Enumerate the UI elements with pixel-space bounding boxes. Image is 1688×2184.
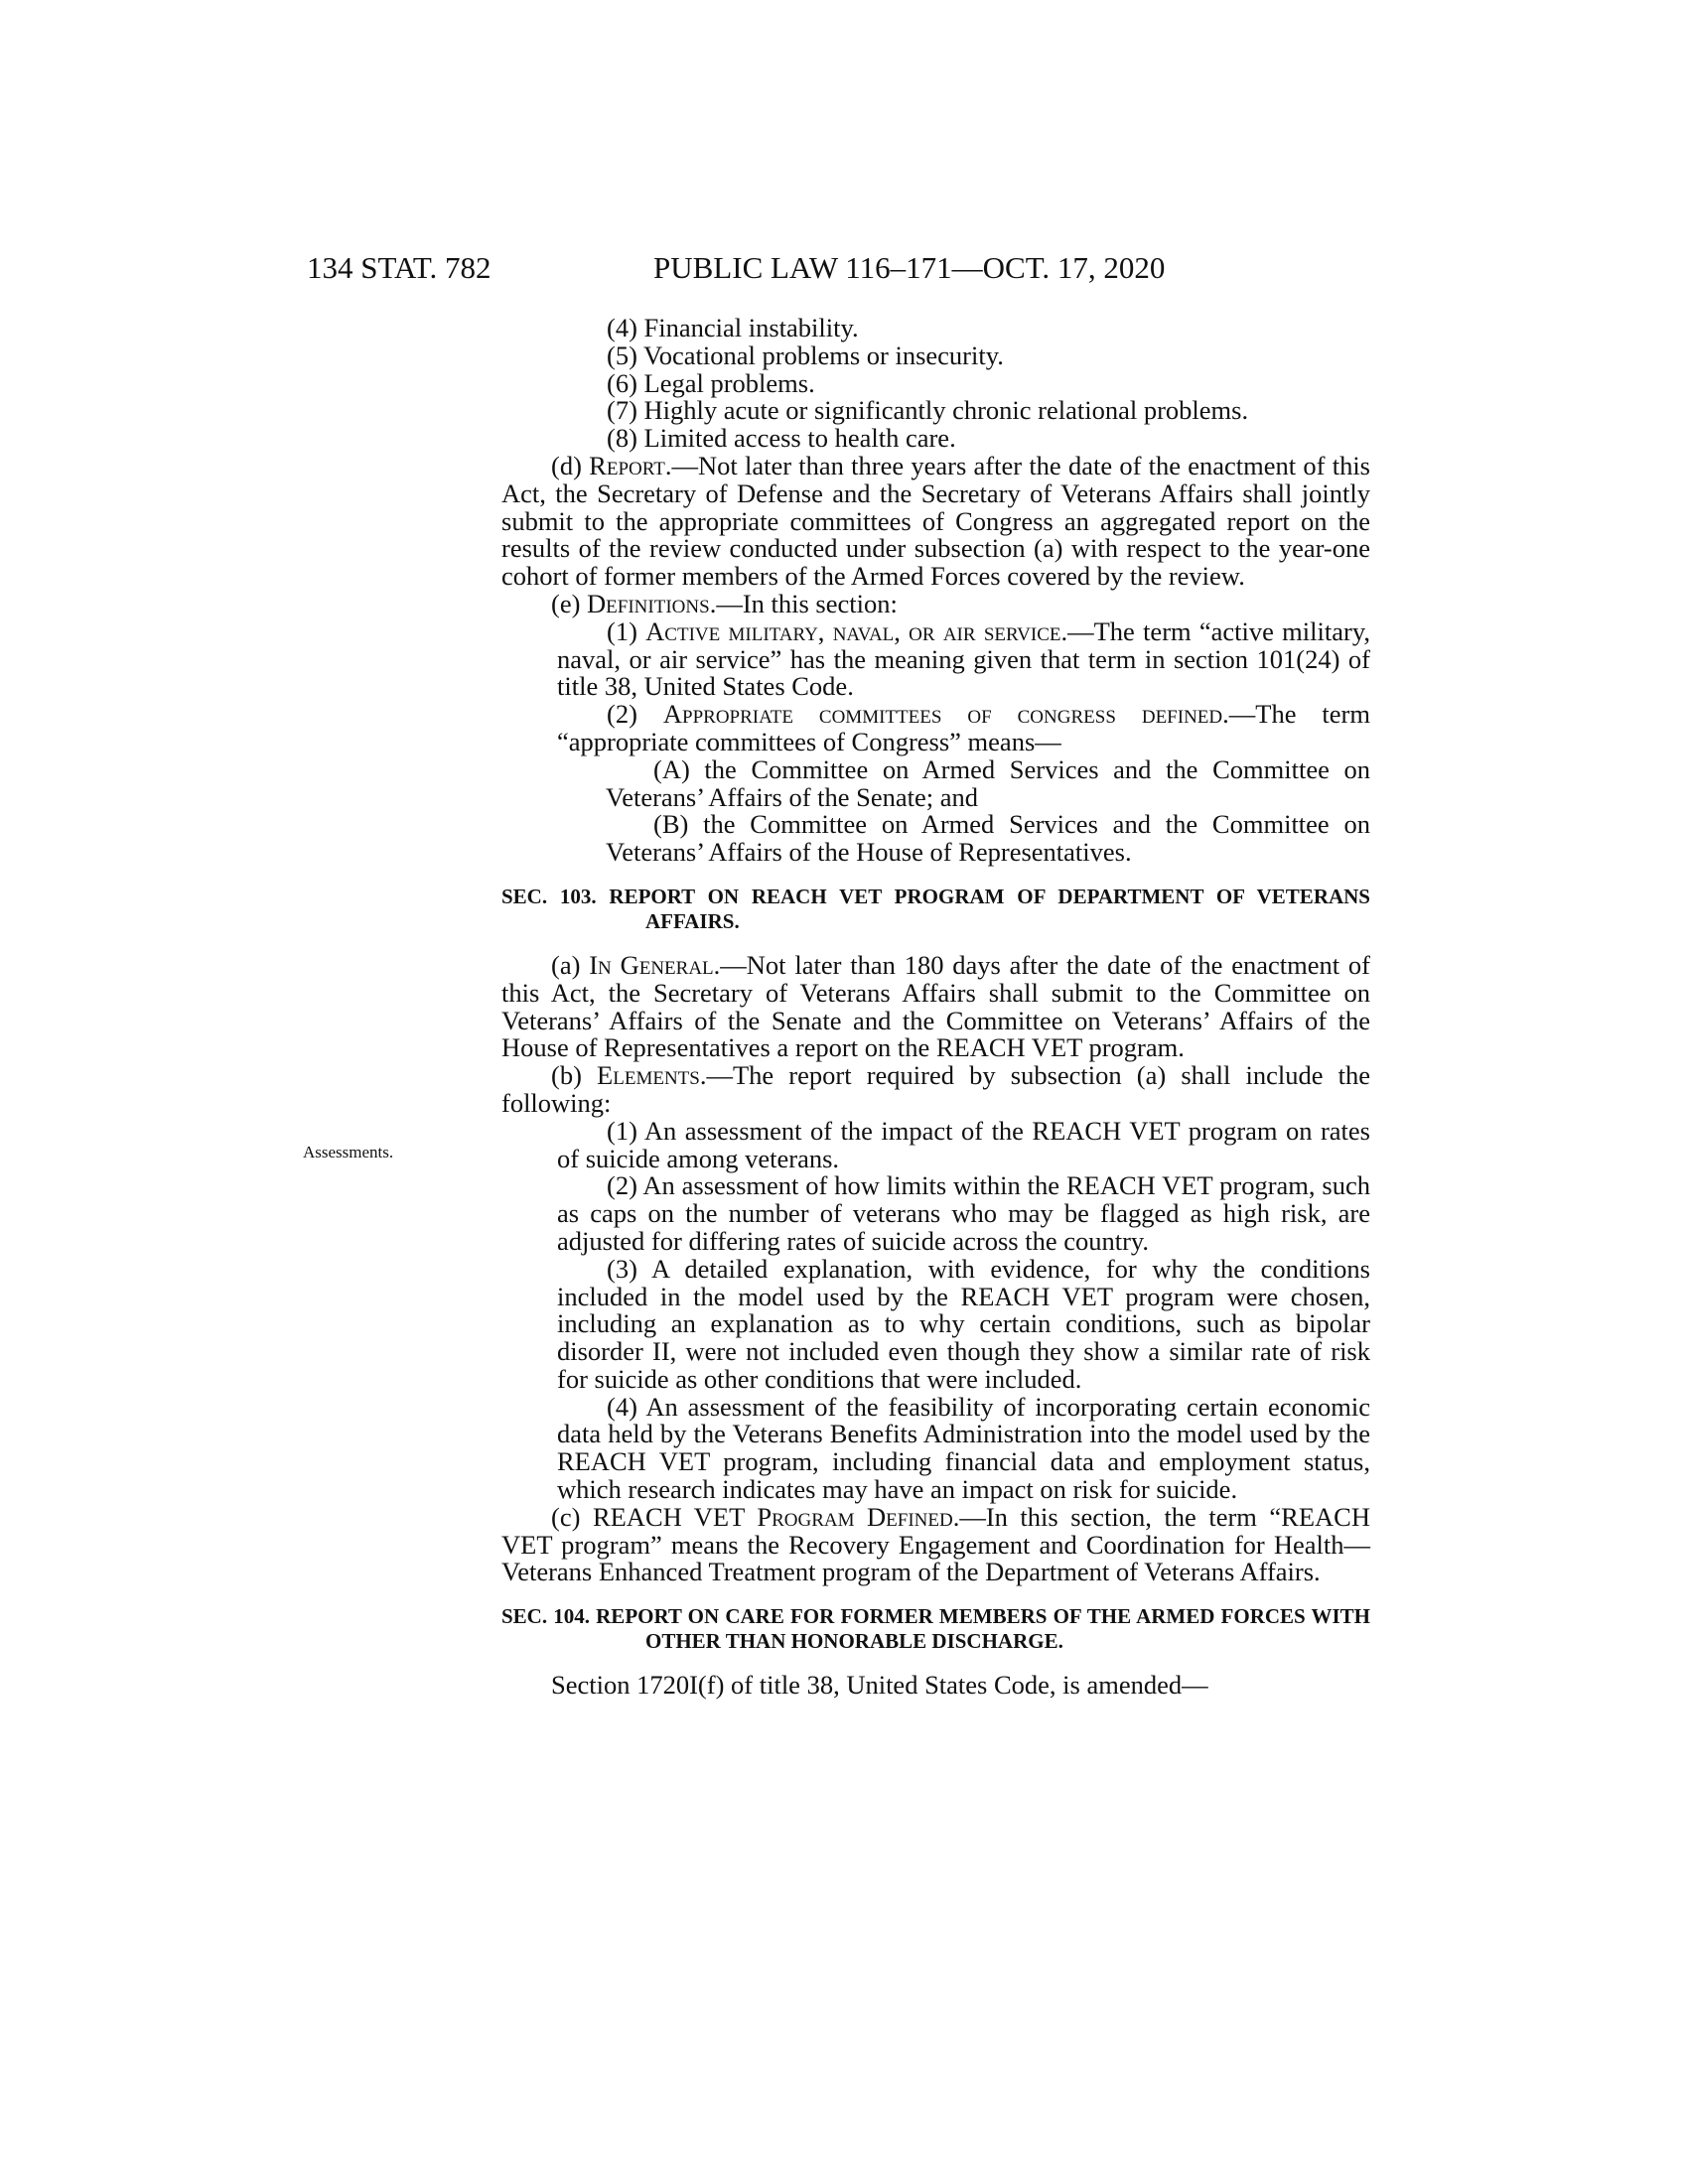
subsection-text: .—Not later than 180 days after the date of the enactment of this Act, the Secretary of Veterans Affairs shall submit to the Committee on Veterans’ Affairs of the Senate and the Committee on Veterans’ Affairs of the House of Representatives a report on the REACH VET program. (501, 949, 1370, 1063)
list-item: (3) A detailed explanation, with evidence, for why the conditions included in the model used by the REACH VET program were chosen, including an explanation as to why certain conditions, such as bipolar disorder II, were not included even though they show a similar rate of risk for suicide as other conditions that were included. (557, 1253, 1370, 1394)
paragraph-heading: Active military, naval, or air service (645, 615, 1061, 646)
paragraph-heading: Appropriate committees of congress defined (662, 699, 1223, 730)
section-104-text: Section 1720I(f) of title 38, United States Code, is amended— (551, 1670, 1208, 1701)
subsection-text: .—The report required by subsection (a) shall include the following: (501, 1060, 1371, 1118)
list-item: (5) Vocational problems or insecurity. (607, 340, 1004, 370)
definition-active-service (501, 615, 1370, 702)
subsection-heading: In General (589, 949, 714, 980)
list-item: (B) the Committee on Armed Services and the Committee on Veterans’ Affairs of the House of Representatives. (606, 809, 1370, 868)
paragraph-label: (2) (607, 699, 663, 730)
subsection-label: (c) (551, 1501, 593, 1532)
definition-appropriate-committees (501, 701, 1370, 756)
section-heading-103: SEC. 103. REPORT ON REACH VET PROGRAM OF DEPARTMENT OF VETERANS AFFAIRS. (501, 884, 1370, 933)
margin-note-assessments: Assessments. (303, 1143, 394, 1161)
subsection-a-in-general (501, 949, 1370, 1063)
subsection-label: (e) (551, 588, 588, 618)
section-heading-104: SEC. 104. REPORT ON CARE FOR FORMER MEMBERS OF THE ARMED FORCES WITH OTHER THAN HONORABLE DISCHARGE. (501, 1604, 1370, 1654)
list-item: (2) An assessment of how limits within the REACH VET program, such as caps on the number of veterans who may be flagged as high risk, are adjusted for differing rates of suicide across the country. (557, 1170, 1370, 1256)
list-item: (4) Financial instability. (607, 313, 859, 342)
paragraph-text: .—The term “active military, naval, or air service” has the meaning given that term in section 101(24) of title 38, United States Code. (557, 615, 1370, 702)
list-item: (1) An assessment of the impact of the REACH VET program on rates of suicide among veterans. (557, 1115, 1370, 1173)
subsection-c-reach-vet-defined (501, 1501, 1370, 1587)
subsection-text: .—In this section: (709, 588, 898, 618)
page-number: 134 STAT. 782 (307, 250, 492, 285)
body-text (501, 315, 1370, 1700)
subsection-text: .—In this section, the term “REACH VET program” means the Recovery Engagement and Coordination for Health—Veterans Enhanced Treatment program of the Department of Veterans Affairs. (501, 1501, 1370, 1587)
subsection-label: (a) (551, 949, 590, 980)
subsection-text: .—Not later than three years after the date of the enactment of this Act, the Secretary of Defense and the Secretary of Veterans Affairs shall jointly submit to the appropriate committees of Congress an aggregated report on the results of the review conducted under subsection (a) with respect to the year-one cohort of former members of the Armed Forces covered by the review. (501, 450, 1370, 592)
page-header (0, 248, 1688, 288)
list-item: (8) Limited access to health care. (607, 423, 956, 454)
paragraph-text: .—The term “appropriate committees of Congress” means— (557, 699, 1370, 756)
subsection-label: (b) (551, 1060, 598, 1091)
subsection-heading: Elements (597, 1060, 700, 1091)
running-head: PUBLIC LAW 116–171—OCT. 17, 2020 (653, 250, 1166, 285)
list-item: (7) Highly acute or significantly chronic relational problems. (607, 395, 1249, 426)
subsection-d-report (501, 450, 1370, 592)
subsection-heading: Definitions (587, 588, 710, 618)
subsection-label: (d) (551, 450, 590, 480)
subsection-heading: Report (589, 450, 665, 480)
list-item: (4) An assessment of the feasibility of incorporating certain economic data held by the Veterans Benefits Administration into the model used by the REACH VET program, including financial data and employment status, which research indicates may have an impact on risk for suicide. (557, 1391, 1370, 1505)
list-item: (6) Legal problems. (607, 367, 815, 398)
paragraph-label: (1) (607, 615, 646, 646)
subsection-e-definitions (501, 588, 1370, 618)
subsection-b-elements (501, 1062, 1370, 1118)
subsection-heading: REACH VET Program Defined (592, 1501, 953, 1532)
list-item: (A) the Committee on Armed Services and the Committee on Veterans’ Affairs of the Senate; and (606, 753, 1370, 812)
